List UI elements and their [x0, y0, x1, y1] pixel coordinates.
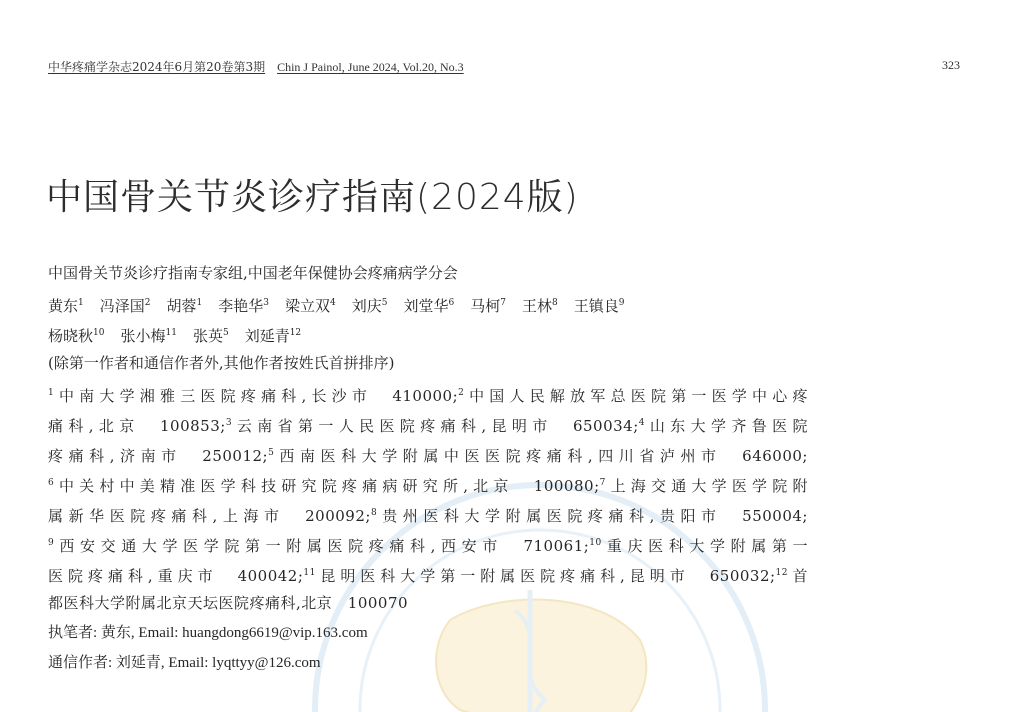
author — [48, 327, 104, 345]
affiliation-number: 5 — [268, 448, 275, 458]
author-affiliation-mark: 12 — [289, 328, 302, 338]
author-name: 王镇良 — [573, 297, 619, 315]
affiliation-line — [48, 558, 808, 588]
expert-groups: 中国骨关节炎诊疗指南专家组,中国老年保健协会疼痛病学分会 — [48, 264, 458, 282]
affiliation-line — [48, 378, 808, 408]
affiliation-text: 重庆医科大学附属第一 — [601, 537, 808, 555]
author-list-line-2 — [48, 318, 808, 348]
affiliation-text: 贵州医科大学附属医院疼痛科,贵阳市 550004; — [377, 507, 808, 525]
affiliation-text: 疼痛科,济南市 250012; — [48, 447, 269, 465]
affiliation-text: 中南大学湘雅三医院疼痛科,长沙市 410000; — [54, 387, 459, 405]
affiliation-line — [48, 468, 808, 498]
author-name: 胡蓉 — [166, 297, 197, 315]
author-name: 冯泽国 — [99, 297, 145, 315]
author — [193, 327, 229, 345]
affiliation-text: 山东大学齐鲁医院 — [645, 417, 808, 435]
writer-contact: 执笔者: 黄东, Email: huangdong6619@vip.163.com — [48, 625, 368, 641]
author-name: 刘延青 — [244, 327, 290, 345]
author — [404, 297, 455, 315]
affiliation-text: 中国人民解放军总医院第一医学中心疼 — [464, 387, 808, 405]
article-front-matter — [48, 258, 808, 678]
author — [522, 297, 558, 315]
journal-header-cn: 中华疼痛学杂志2024年6月第20卷第3期 — [48, 60, 266, 74]
author — [285, 297, 336, 315]
author — [245, 327, 301, 345]
affiliation-number: 12 — [775, 568, 788, 578]
page-number: 323 — [942, 58, 960, 72]
author-affiliation-mark: 10 — [93, 328, 105, 338]
author-affiliation-mark: 1 — [78, 298, 84, 308]
affiliation-number: 3 — [225, 418, 233, 428]
affiliation-text: 上海交通大学医学院附 — [605, 477, 808, 495]
affiliation-number: 6 — [48, 478, 55, 488]
author-affiliation-mark: 11 — [165, 328, 177, 338]
journal-header-en: Chin J Painol, June 2024, Vol.20, No.3 — [277, 60, 464, 74]
affiliation-number: 11 — [303, 568, 316, 578]
author — [218, 297, 269, 315]
affiliation-text: 都医科大学附属北京天坛医院疼痛科,北京 100070 — [48, 594, 409, 612]
author-name: 张小梅 — [120, 327, 166, 345]
affiliation-number: 9 — [48, 538, 55, 548]
author-name: 刘庆 — [351, 297, 382, 315]
affiliation-number: 1 — [48, 388, 55, 398]
author-affiliation-mark: 5 — [222, 328, 229, 338]
author-order-note: (除第一作者和通信作者外,其他作者按姓氏首拼排序) — [48, 354, 395, 372]
affiliation-text: 属新华医院疼痛科,上海市 200092; — [48, 507, 371, 525]
author — [167, 297, 203, 315]
journal-header — [48, 58, 464, 75]
author-name: 梁立双 — [285, 297, 331, 315]
author-name: 王林 — [522, 297, 553, 315]
affiliation-number: 4 — [638, 418, 646, 428]
affiliation-line — [48, 588, 808, 618]
author — [48, 297, 84, 315]
affiliation-line — [48, 498, 808, 528]
author-affiliation-mark: 8 — [552, 298, 558, 308]
author — [470, 297, 506, 315]
author-affiliation-mark: 5 — [381, 298, 388, 308]
affiliation-line — [48, 438, 808, 468]
author-affiliation-mark: 9 — [618, 298, 625, 308]
author-affiliation-mark: 2 — [144, 298, 151, 308]
affiliations — [48, 378, 808, 618]
author-name: 李艳华 — [218, 297, 264, 315]
author — [100, 297, 151, 315]
affiliation-number: 2 — [458, 388, 465, 398]
affiliation-text: 西南医科大学附属中医医院疼痛科,四川省泸州市 646000; — [274, 447, 808, 465]
affiliation-text: 中关村中美精准医学科技研究院疼痛病研究所,北京 100080; — [54, 477, 600, 495]
affiliation-line — [48, 408, 808, 438]
affiliation-number: 10 — [589, 538, 602, 548]
affiliation-text: 痛科,北京 100853; — [48, 417, 226, 435]
author — [120, 327, 176, 345]
author-list-line-1 — [48, 288, 808, 318]
article-title: 中国骨关节炎诊疗指南(2024版) — [46, 177, 579, 218]
author-affiliation-mark: 3 — [263, 298, 269, 308]
author-name: 刘堂华 — [403, 297, 449, 315]
author-affiliation-mark: 4 — [330, 298, 336, 308]
author-affiliation-mark: 6 — [448, 298, 455, 308]
affiliation-text: 云南省第一人民医院疼痛科,昆明市 650034; — [232, 417, 639, 435]
affiliation-text: 医院疼痛科,重庆市 400042; — [48, 567, 304, 585]
author-affiliation-mark: 7 — [500, 298, 506, 308]
affiliation-text: 西安交通大学医学院第一附属医院疼痛科,西安市 710061; — [54, 537, 590, 555]
affiliation-text: 昆明医科大学第一附属医院疼痛科,昆明市 650032; — [315, 567, 776, 585]
affiliation-line — [48, 528, 808, 558]
author-name: 黄东 — [48, 297, 79, 315]
author-name: 张英 — [192, 327, 223, 345]
corresponding-author: 通信作者: 刘延青, Email: lyqttyy@126.com — [48, 655, 321, 671]
author — [574, 297, 625, 315]
author — [352, 297, 388, 315]
affiliation-text: 首 — [788, 567, 808, 585]
author-name: 杨晓秋 — [48, 327, 94, 345]
affiliation-number: 8 — [370, 508, 378, 518]
author-affiliation-mark: 1 — [196, 298, 203, 308]
affiliation-number: 7 — [599, 478, 606, 488]
author-name: 马柯 — [470, 297, 501, 315]
